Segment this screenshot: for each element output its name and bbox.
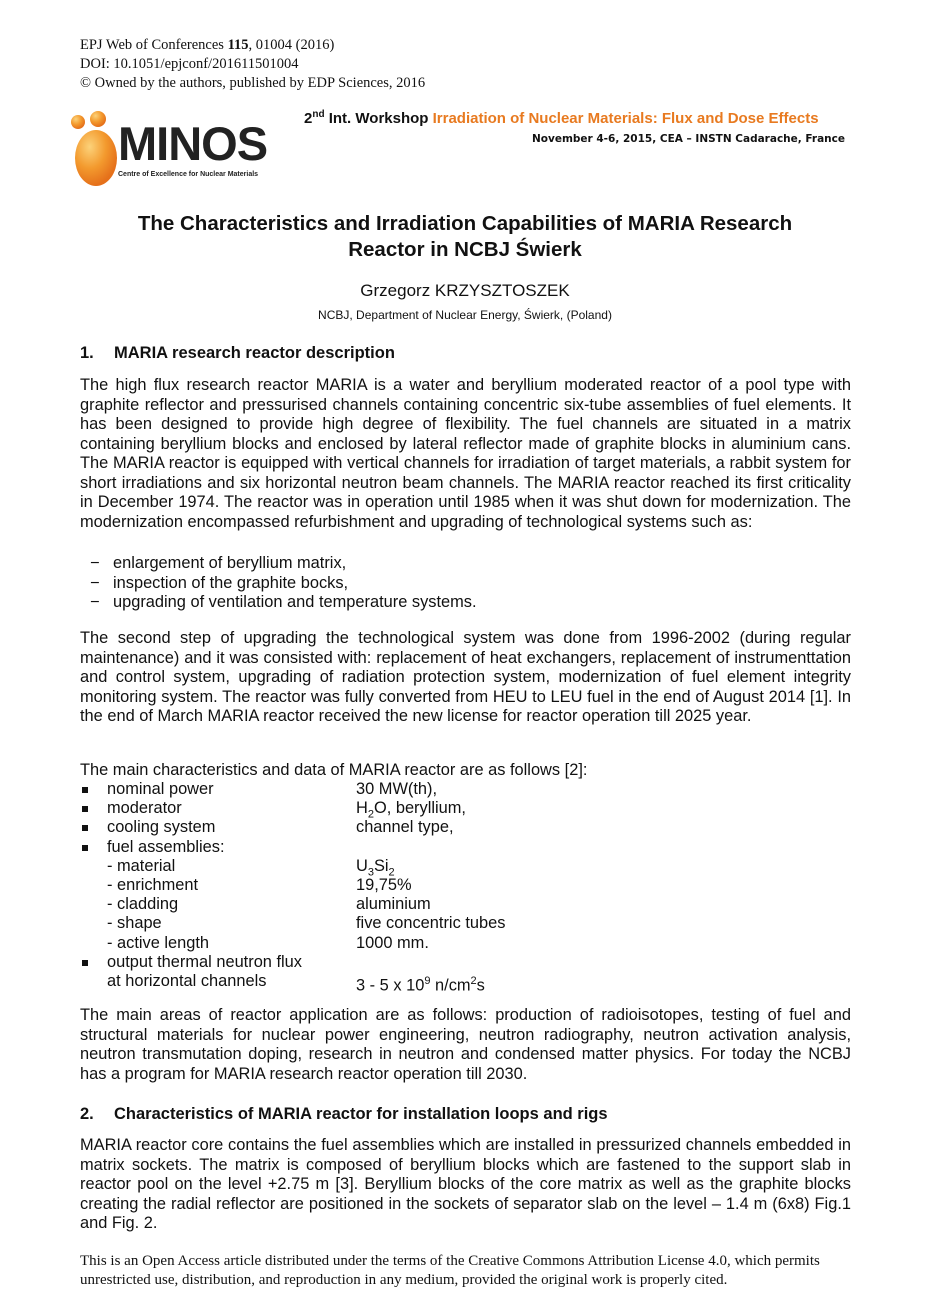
copyright-line: © Owned by the authors, published by EDP Sciences, 2016 [80, 75, 426, 91]
logo-wordmark: MINOS [118, 117, 268, 170]
dash-list [80, 554, 851, 613]
list-item: − enlargement of beryllium matrix, [90, 554, 347, 572]
spec-row: fuel assemblies: [80, 838, 851, 857]
logo-drop [75, 130, 117, 186]
spec-row: cooling system channel type, [80, 818, 851, 837]
author-name: Grzegorz KRZYSZTOSZEK [360, 281, 570, 300]
logo-subtitle: Centre of Excellence for Nuclear Materials [118, 171, 259, 178]
spec-row: - shape five concentric tubes [107, 914, 506, 933]
paragraph: The main areas of reactor application are as follows: production of radioisotopes, testing of fuel and structural materials for nuclear power engineering, neutron radiography, neutron activation analysis, neutron transmutation doping, research in neutron and condensed matter physics. For today the NCBJ has a program for MARIA research reactor operation till 2030. [80, 1006, 851, 1083]
spec-row: output thermal neutron flux [80, 953, 851, 972]
paragraph: The second step of upgrading the technological system was done from 1996-2002 (during regular maintenance) and it was consisted with: replacement of heat exchangers, replacement of instrumenttation and control system, upgrading of radiation protection system, modernization of fuel element integrity monitoring system. The reactor was fully converted from HEU to LEU fuel in the end of August 2014 [1]. In the end of March MARIA reactor received the new license for reactor operation till 2025 year. [80, 629, 851, 725]
affiliation: NCBJ, Department of Nuclear Energy, Świerk, (Poland) [318, 308, 612, 322]
bullet-icon [82, 806, 88, 812]
workshop-highlight: Irradiation of Nuclear Materials: Flux and Dose Effects [432, 110, 819, 127]
paper-title: The Characteristics and Irradiation Capabilities of MARIA Research Reactor in NCBJ Świerk [137, 212, 793, 261]
spec-row: - active length 1000 mm. [107, 933, 429, 952]
logo-dot-mid [90, 111, 106, 127]
license-footer: This is an Open Access article distributed under the terms of the Creative Commons Attribution License 4.0, which permits unrestricted use, distribution, and reproduction in any medium, provided the original work is properly cited. [80, 1253, 820, 1288]
paragraph: MARIA reactor core contains the fuel assemblies which are installed in pressurized channels embedded in matrix sockets. The matrix is composed of beryllium blocks which are fastened to the support slab in reactor pool on the level +2.75 m [3]. Beryllium blocks of the core matrix as well as the graphite blocks creating the radial reflector are positioned in the sockets of separator slab on the level – 1.4 m (6x8) Fig.1 and Fig. 2. [80, 1136, 851, 1232]
logo-dot-small [71, 115, 85, 129]
spec-row: nominal power 30 MW(th), [80, 780, 851, 799]
journal-header [80, 36, 425, 93]
list-item: − inspection of the graphite bocks, [90, 573, 349, 592]
section-heading-2: 2. Characteristics of MARIA reactor for installation loops and rigs [80, 1105, 608, 1123]
paragraph: The high flux research reactor MARIA is a water and beryllium moderated reactor of a pool type with graphite reflector and pressurised channels containing concentric six-tube assemblies of fuel elements. It has been designed to provide high degree of flexibility. The fuel channels are situated in a matrix containing beryllium blocks and enclosed by lateral reflector made of graphite blocks in aluminium cans. The MARIA reactor is equipped with vertical channels for irradiation of target materials, a rabbit system for short irradiations and six horizontal neutron beam channels. The MARIA reactor reached its first criticality in December 1974. The reactor was in operation until 1985 when it was shut down for modernization. The modernization encompassed refurbishment and upgrading of technological systems such as: [80, 376, 851, 531]
spec-row: at horizontal channels 3 - 5 x $10^9$ $n/cm^2s$ [107, 971, 485, 995]
journal-citation: EPJ Web of Conferences 115, 01004 (2016) [80, 37, 335, 53]
bullet-icon [82, 960, 88, 966]
spec-row: - cladding aluminium [107, 895, 431, 914]
paragraph: The main characteristics and data of MARIA reactor are as follows [2]: [80, 761, 588, 779]
doi-line: DOI: 10.1051/epjconf/201611501004 [80, 56, 299, 72]
spec-row: - material $U_3Si_2$ [107, 856, 395, 879]
bullet-icon [82, 787, 88, 793]
bullet-icon [82, 845, 88, 851]
specs-list [80, 780, 851, 995]
list-item: − upgrading of ventilation and temperature systems. [90, 593, 477, 611]
section-heading-1: 1. MARIA research reactor description [80, 344, 395, 362]
spec-row: moderator $H_2O$, beryllium, [80, 799, 851, 818]
workshop-title: 2nd Int. Workshop Irradiation of Nuclear Materials: Flux and Dose Effects [304, 109, 819, 127]
spec-row: - enrichment 19,75% [107, 875, 412, 894]
workshop-date: November 4-6, 2015, CEA – INSTN Cadarache, France [532, 133, 845, 145]
bullet-icon [82, 825, 88, 831]
